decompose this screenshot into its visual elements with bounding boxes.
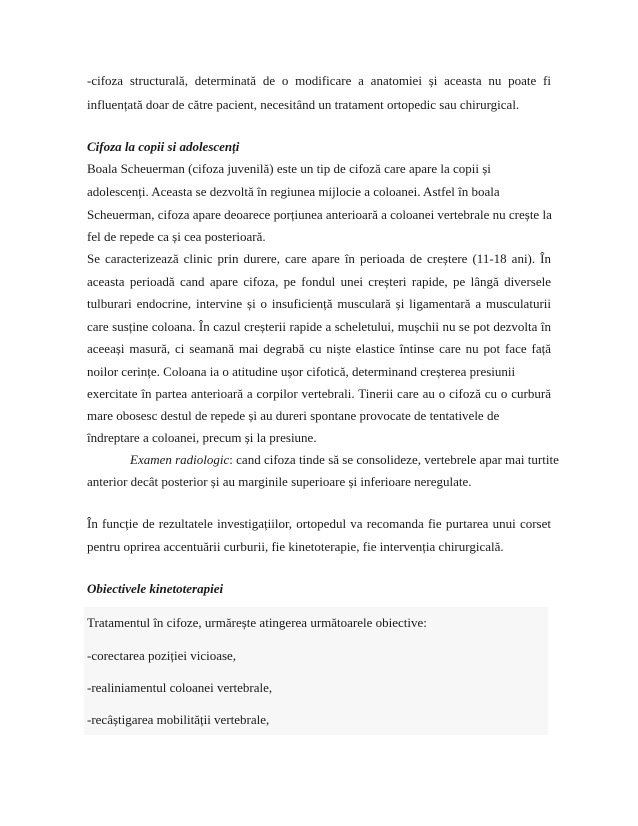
paragraph-line: aceeași masură, ci seamană mai degrabă cu niște elastice întinse care nu pot face față bbox=[87, 341, 551, 356]
list-item: Tratamentul în cifoze, urmărește atingerea următoarele obiective: bbox=[87, 615, 427, 630]
section-heading: Cifoza la copii si adolescenți bbox=[87, 139, 240, 154]
paragraph-line: Boala Scheuerman (cifoza juvenilă) este un tip de cifoză care apare la copii și bbox=[87, 161, 491, 176]
paragraph-line: influențată doar de către pacient, necesitând un tratament ortopedic sau chirurgical. bbox=[87, 97, 520, 112]
paragraph-line: Se caracterizează clinic prin durere, care apare în perioada de creștere (11-18 ani). În bbox=[87, 251, 551, 266]
paragraph-line: tulburari endocrine, intervine și o insuficiență musculară și ligamentară a musculaturii bbox=[87, 296, 551, 311]
paragraph-line: Scheuerman, cifoza apare deoarece porțiunea anterioară a coloanei vertebrale nu crește la bbox=[87, 207, 552, 222]
paragraph-line: pentru oprirea accentuării curburii, fie kinetoterapie, fie intervenția chirurgicală. bbox=[87, 539, 504, 554]
paragraph-line: aceasta perioadă cand apare cifoza, pe fondul unei creșteri rapide, pe lângă diversele bbox=[87, 274, 551, 289]
paragraph-line bbox=[130, 452, 559, 468]
paragraph-line: fel de repede ca și cea posterioară. bbox=[87, 229, 266, 244]
paragraph-line: anterior decât posterior și au marginile superioare și inferioare neregulate. bbox=[87, 474, 472, 489]
section-heading: Obiectivele kinetoterapiei bbox=[87, 581, 224, 596]
list-item: -corectarea poziției vicioase, bbox=[87, 648, 237, 663]
paragraph-line: care susține coloana. În cazul creșterii rapide a scheletului, mușchii nu se pot dezvolta în bbox=[87, 319, 551, 334]
paragraph-line: mare obosesc destul de repede și au dureri spontane provocate de tentativele de bbox=[87, 408, 500, 423]
paragraph-line: exercitate în partea anterioară a corpilor vertebrali. Tinerii care au o cifoză cu o curbură bbox=[87, 386, 551, 401]
list-item: -realiniamentul coloanei vertebrale, bbox=[87, 680, 273, 695]
italic-label: Examen radiologic bbox=[130, 452, 230, 467]
paragraph-line: adolescenți. Aceasta se dezvoltă în regiunea mijlocie a coloanei. Astfel în boala bbox=[87, 184, 500, 199]
paragraph-line: îndreptare a coloanei, precum și la presiune. bbox=[87, 430, 317, 445]
list-item: -recâștigarea mobilității vertebrale, bbox=[87, 712, 270, 727]
paragraph-line: noilor cerințe. Coloana ia o atitudine ușor cifotică, determinand creșterea presiunii bbox=[87, 364, 516, 379]
paragraph-line: În funcție de rezultatele investigațiilor, ortopedul va recomanda fie purtarea unui corset bbox=[87, 516, 551, 531]
paragraph-line: -cifoza structurală, determinată de o modificare a anatomiei și aceasta nu poate fi bbox=[87, 73, 551, 88]
paragraph-text: : cand cifoza tinde să se consolideze, vertebrele apar mai turtite bbox=[229, 452, 559, 467]
